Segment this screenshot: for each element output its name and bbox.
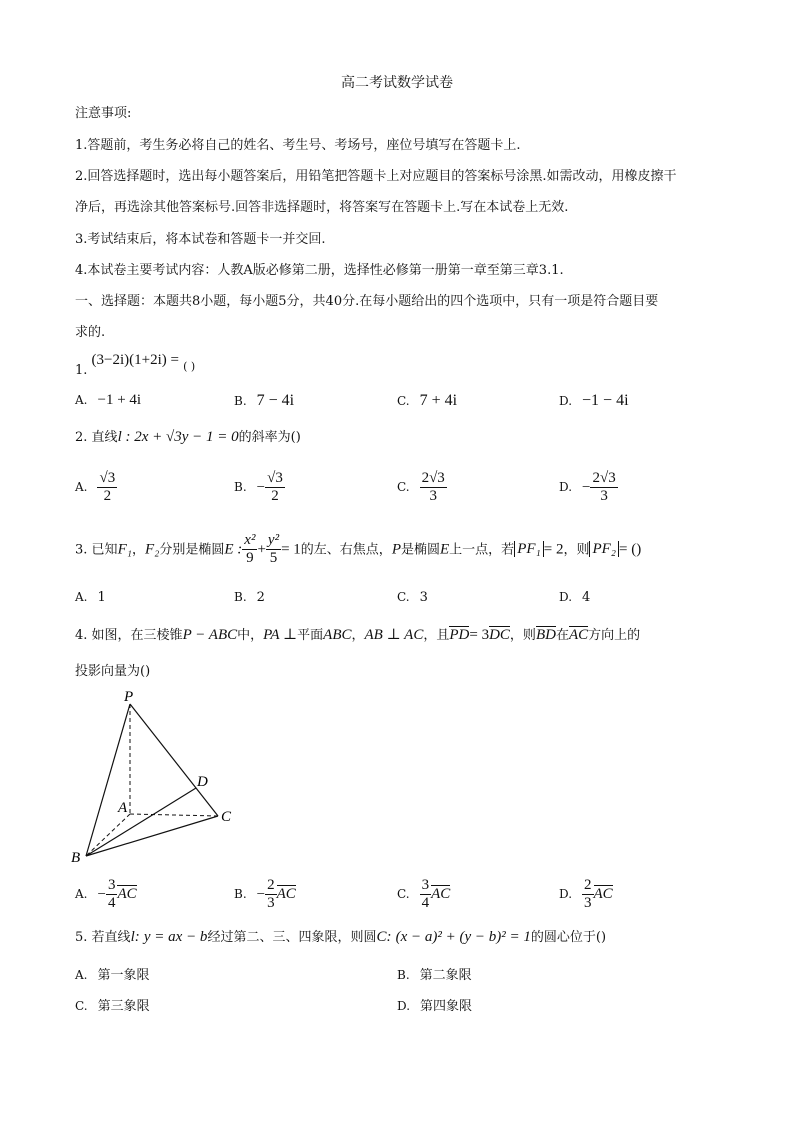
option-text: 第四象限 xyxy=(420,999,473,1014)
question-text: ，则 xyxy=(563,542,590,558)
fraction-denominator: 5 xyxy=(269,550,278,567)
option-label: A. xyxy=(75,590,88,604)
option-label: A. xyxy=(75,393,88,407)
q1-option-d[interactable] xyxy=(559,392,629,410)
question-text: 分别是椭圆 xyxy=(159,542,225,558)
vector-ac: AC xyxy=(593,886,613,903)
vector-bd: BD xyxy=(535,627,556,643)
vector-ac: AC xyxy=(117,886,137,903)
question-2 xyxy=(75,426,301,446)
vector-pd: PD xyxy=(449,627,470,643)
question-text: 是椭圆 xyxy=(400,542,440,558)
q4-option-c[interactable] xyxy=(397,877,450,913)
label-d: D xyxy=(197,774,208,790)
vector-ac: AC xyxy=(568,627,589,643)
fraction-denominator: 3 xyxy=(267,895,275,912)
pyramid-figure xyxy=(68,688,248,868)
option-label: C. xyxy=(397,887,410,902)
option-label: D. xyxy=(559,394,573,408)
option-label: C. xyxy=(397,394,410,408)
q1-option-a[interactable] xyxy=(75,392,141,409)
question-text: 直线 xyxy=(91,430,118,445)
math-expression: AB ⊥ AC xyxy=(364,627,424,643)
option-text: 第一象限 xyxy=(97,968,150,983)
fraction-denominator: 3 xyxy=(429,488,437,505)
option-fraction xyxy=(265,470,285,506)
question-text: 已知 xyxy=(91,542,118,558)
q5-option-c[interactable] xyxy=(75,995,150,1014)
question-number: 4. xyxy=(75,628,88,643)
option-label: A. xyxy=(75,480,88,495)
question-number: 1. xyxy=(75,363,88,378)
answer-paren: ( ) xyxy=(183,360,196,373)
question-text: 上一点，若 xyxy=(449,542,515,558)
notice-item-1: 1.答题前，考生务必将自己的姓名、考生号、考场号，座位号填写在答题卡上. xyxy=(75,138,521,153)
question-text: 若直线 xyxy=(91,930,131,945)
ellipse-name: E : xyxy=(224,541,243,558)
question-text: ，则 xyxy=(509,628,536,643)
option-sign: − xyxy=(256,886,266,903)
question-text: 的圆心位于() xyxy=(530,930,607,945)
option-label: B. xyxy=(234,590,247,604)
q5-option-a[interactable] xyxy=(75,964,150,983)
ellipse-y-term xyxy=(266,532,281,568)
q3-option-b[interactable] xyxy=(234,590,265,605)
notice-item-2-line-1: 2.回答选择题时，选出每小题答案后，用铅笔把答题卡上对应题目的答案标号涂黑.如需改动，用橡皮擦干 xyxy=(75,169,677,184)
question-1-expression: (3−2i)(1+2i) = xyxy=(91,352,179,368)
q4-option-b[interactable] xyxy=(234,877,296,913)
option-text: 3 xyxy=(419,590,428,605)
focus-f1: F₁ xyxy=(117,541,132,558)
option-fraction xyxy=(106,877,118,913)
fraction-numerator: 2 xyxy=(582,877,594,895)
fraction-denominator: 3 xyxy=(600,488,608,505)
option-label: C. xyxy=(75,999,88,1013)
question-number: 3. xyxy=(75,542,88,558)
option-text: −1 − 4i xyxy=(582,392,629,409)
option-text: 4 xyxy=(582,590,591,605)
question-text: 方向上的 xyxy=(588,628,641,643)
page-title: 高二考试数学试卷 xyxy=(341,75,453,91)
question-text: 在 xyxy=(555,628,569,643)
option-label: D. xyxy=(559,887,573,902)
fraction-numerator: 3 xyxy=(106,877,118,895)
math-expression: = 3 xyxy=(469,627,490,643)
question-3: 3. 已知F₁，F₂分别是椭圆E : $\frac{\text{x²}}{9}$ + $\frac{\text{y²}}{5}$ = 1的左、右焦点，P是椭圆E上一点，若 PF₁ = 2，则 PF₂ = () xyxy=(75,532,642,567)
fraction-denominator: 4 xyxy=(421,895,430,912)
edge-pc xyxy=(130,704,218,816)
option-label: D. xyxy=(559,480,573,495)
question-5 xyxy=(75,926,606,946)
question-4-line-1 xyxy=(75,624,640,644)
fraction-numerator: x² xyxy=(242,532,257,550)
option-label: B. xyxy=(397,968,410,982)
option-text: 2 xyxy=(256,590,265,605)
notice-heading: 注意事项: xyxy=(75,106,132,121)
option-fraction xyxy=(97,470,117,506)
question-text: 的左、右焦点， xyxy=(300,542,392,558)
question-text: 的斜率为() xyxy=(238,430,301,445)
q2-option-d[interactable] xyxy=(559,470,618,506)
edge-bc xyxy=(86,816,218,856)
option-label: B. xyxy=(234,394,247,408)
option-text: 7 + 4i xyxy=(419,392,458,409)
question-1 xyxy=(75,352,195,378)
point-p: P xyxy=(391,541,401,558)
question-4-line-2: 投影向量为() xyxy=(75,664,151,679)
option-label: A. xyxy=(75,968,88,982)
math-expression: PA ⊥ xyxy=(263,627,298,643)
option-sign: − xyxy=(97,886,106,903)
math-expression: ABC xyxy=(323,627,352,643)
option-fraction xyxy=(420,877,432,913)
option-text: −1 + 4i xyxy=(97,392,142,408)
circle-name: C: xyxy=(376,929,392,945)
q5-option-d[interactable] xyxy=(397,995,472,1014)
question-text: 平面 xyxy=(297,628,324,643)
ellipse-name: E xyxy=(440,541,450,558)
label-b: B xyxy=(71,850,81,866)
option-label: A. xyxy=(75,887,88,902)
option-label: C. xyxy=(397,590,410,604)
question-number: 5. xyxy=(75,930,88,945)
fraction-numerator: 2√3 xyxy=(420,470,447,488)
fraction-numerator: 3 xyxy=(420,877,432,895)
option-text: 第三象限 xyxy=(97,999,150,1014)
notice-item-2-line-2: 净后，再选涂其他答案标号.回答非选择题时，将答案写在答题卡上.写在本试卷上无效. xyxy=(75,200,569,215)
answer-paren: = () xyxy=(619,541,642,558)
ellipse-x-term xyxy=(242,532,257,568)
fraction-numerator: √3 xyxy=(265,470,285,488)
question-number: 2. xyxy=(75,430,88,445)
math-expression: P − ABC xyxy=(182,627,238,643)
label-c: C xyxy=(221,809,232,825)
equation-rhs: = 2 xyxy=(543,541,564,558)
section-heading-line-1: 一、选择题：本题共8小题，每小题5分，共40分.在每小题给出的四个选项中，只有一项是符合题目要 xyxy=(75,294,659,309)
fraction-numerator: 2 xyxy=(265,877,277,895)
q4-option-a[interactable] xyxy=(75,877,137,913)
option-label: D. xyxy=(559,590,573,604)
fraction-numerator: y² xyxy=(266,532,281,550)
fraction-denominator: 2 xyxy=(103,488,112,505)
q2-option-a[interactable] xyxy=(75,470,117,506)
q5-option-b[interactable] xyxy=(397,964,472,983)
line-name: l: xyxy=(130,929,140,945)
edge-ac xyxy=(130,814,218,816)
question-text: 经过第二、三、四象限，则圆 xyxy=(207,930,377,945)
q2-option-b[interactable] xyxy=(234,470,285,506)
q3-option-a[interactable] xyxy=(75,590,106,605)
option-label: D. xyxy=(397,999,411,1013)
fraction-denominator: 3 xyxy=(584,895,592,912)
option-sign: − xyxy=(582,479,591,496)
option-text: 7 − 4i xyxy=(256,392,295,409)
option-label: C. xyxy=(397,480,410,495)
label-a: A xyxy=(118,800,128,816)
q3-option-d[interactable] xyxy=(559,590,590,605)
fraction-denominator: 4 xyxy=(107,895,116,912)
abs-pf2: PF₂ xyxy=(589,541,619,557)
option-label: B. xyxy=(234,887,247,902)
abs-pf1: PF₁ xyxy=(514,541,544,557)
label-p: P xyxy=(124,689,134,705)
question-2-expression: l : 2x + √3y − 1 = 0 xyxy=(117,429,239,445)
option-sign: − xyxy=(256,479,266,496)
vector-dc: DC xyxy=(489,627,510,643)
notice-item-4: 4.本试卷主要考试内容：人教A版必修第二册，选择性必修第一册第一章至第三章3.1. xyxy=(75,263,564,278)
option-label: B. xyxy=(234,480,247,495)
focus-f2: F₂ xyxy=(144,541,160,558)
section-heading-line-2: 求的. xyxy=(75,325,106,340)
q4-option-d[interactable] xyxy=(559,877,613,913)
fraction-numerator: 2√3 xyxy=(590,470,617,488)
notice-item-3: 3.考试结束后，将本试卷和答题卡一并交回. xyxy=(75,232,326,247)
equation-rhs: = 1 xyxy=(281,541,301,558)
question-text: 如图，在三棱锥 xyxy=(91,628,183,643)
option-fraction xyxy=(420,470,447,506)
q1-option-b[interactable] xyxy=(234,392,294,410)
fraction-denominator: 2 xyxy=(271,488,279,505)
option-fraction xyxy=(582,877,594,913)
fraction-denominator: 9 xyxy=(246,550,254,567)
q3-option-c[interactable] xyxy=(397,590,428,605)
question-text: 中， xyxy=(237,628,264,643)
vector-ac: AC xyxy=(276,886,296,903)
fraction-numerator: √3 xyxy=(97,470,117,488)
q1-option-c[interactable] xyxy=(397,392,457,410)
question-text: ，且 xyxy=(423,628,450,643)
question-text: ， xyxy=(351,628,365,643)
option-text: 第二象限 xyxy=(419,968,472,983)
vector-ac: AC xyxy=(431,886,451,903)
q2-option-c[interactable] xyxy=(397,470,447,506)
option-fraction xyxy=(590,470,617,506)
circle-equation: (x − a)² + (y − b)² = 1 xyxy=(395,929,531,945)
line-equation: y = ax − b xyxy=(143,929,208,945)
option-fraction xyxy=(265,877,277,913)
option-text: 1 xyxy=(97,590,106,605)
